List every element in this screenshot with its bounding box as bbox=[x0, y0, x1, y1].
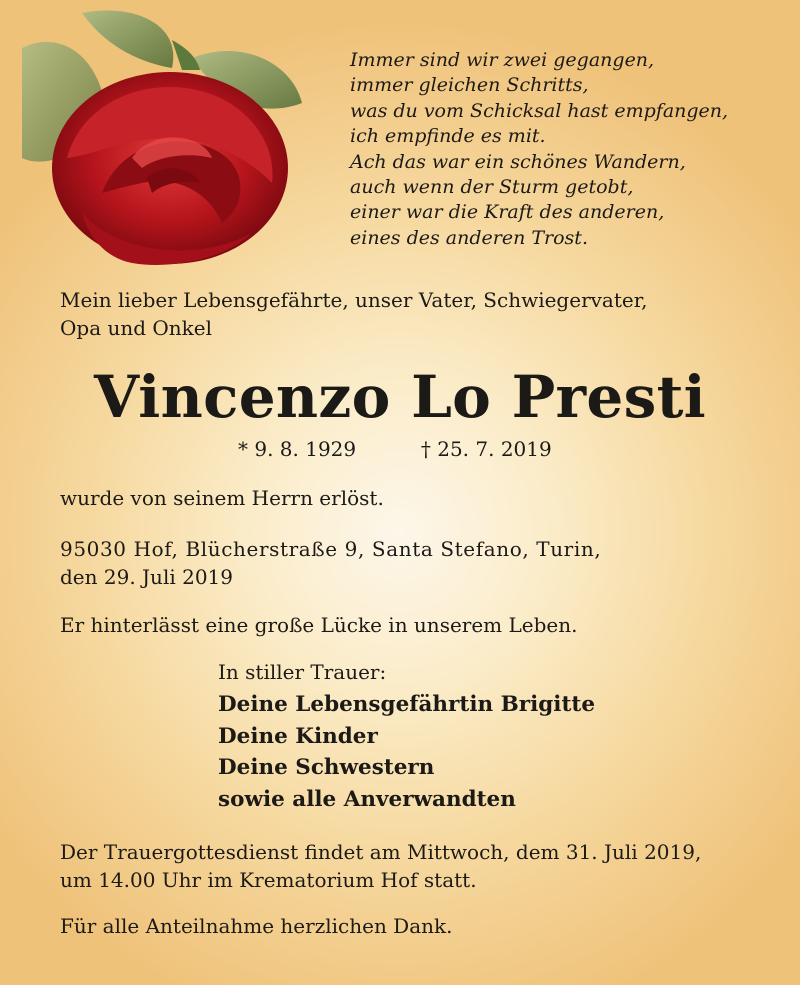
poem-line: eines des anderen Trost. bbox=[350, 226, 588, 249]
address-block bbox=[60, 535, 601, 591]
birth-date: * 9. 8. 1929 bbox=[238, 437, 357, 461]
service-line: um 14.00 Uhr im Krematorium Hof statt. bbox=[60, 868, 477, 892]
intro bbox=[60, 286, 647, 342]
poem-line: ich empfinde es mit. bbox=[350, 125, 546, 148]
intro-line: Mein lieber Lebensgefährte, unser Vater, Schwiegervater, bbox=[60, 288, 648, 312]
poem-line: Immer sind wir zwei gegangen, bbox=[350, 49, 655, 71]
service-line: Der Trauergottesdienst findet am Mittwoch, dem 31. Juli 2019, bbox=[60, 840, 702, 864]
poem bbox=[350, 48, 728, 251]
intro-line: Opa und Onkel bbox=[60, 316, 213, 340]
address-line: 95030 Hof, Blücherstraße 9, Santa Stefano, Turin, bbox=[60, 537, 602, 561]
family-list bbox=[218, 689, 595, 815]
date-place-line: den 29. Juli 2019 bbox=[60, 565, 233, 589]
family-member: Deine Schwestern bbox=[218, 755, 435, 780]
poem-line: Ach das war ein schönes Wandern, bbox=[350, 150, 686, 173]
thanks-text: Für alle Anteilnahme herzlichen Dank. bbox=[60, 914, 453, 938]
released-text: wurde von seinem Herrn erlöst. bbox=[60, 486, 384, 510]
poem-line: immer gleichen Schritts, bbox=[350, 74, 589, 97]
life-dates bbox=[238, 437, 552, 461]
family-member: sowie alle Anverwandten bbox=[218, 786, 516, 812]
death-date: † 25. 7. 2019 bbox=[420, 437, 552, 461]
poem-line: auch wenn der Sturm getobt, bbox=[350, 176, 634, 199]
family-member: Deine Lebensgefährtin Brigitte bbox=[218, 692, 596, 717]
family-member: Deine Kinder bbox=[218, 723, 378, 749]
gap-text: Er hinterlässt eine große Lücke in unserem Leben. bbox=[60, 613, 578, 637]
poem-line: was du vom Schicksal hast empfangen, bbox=[350, 99, 729, 122]
rose-icon bbox=[22, 8, 312, 270]
poem-line: einer war die Kraft des anderen, bbox=[350, 201, 665, 224]
mourning-label: In stiller Trauer: bbox=[218, 660, 387, 684]
service-info bbox=[60, 838, 701, 894]
deceased-name: Vincenzo Lo Presti bbox=[94, 363, 706, 431]
